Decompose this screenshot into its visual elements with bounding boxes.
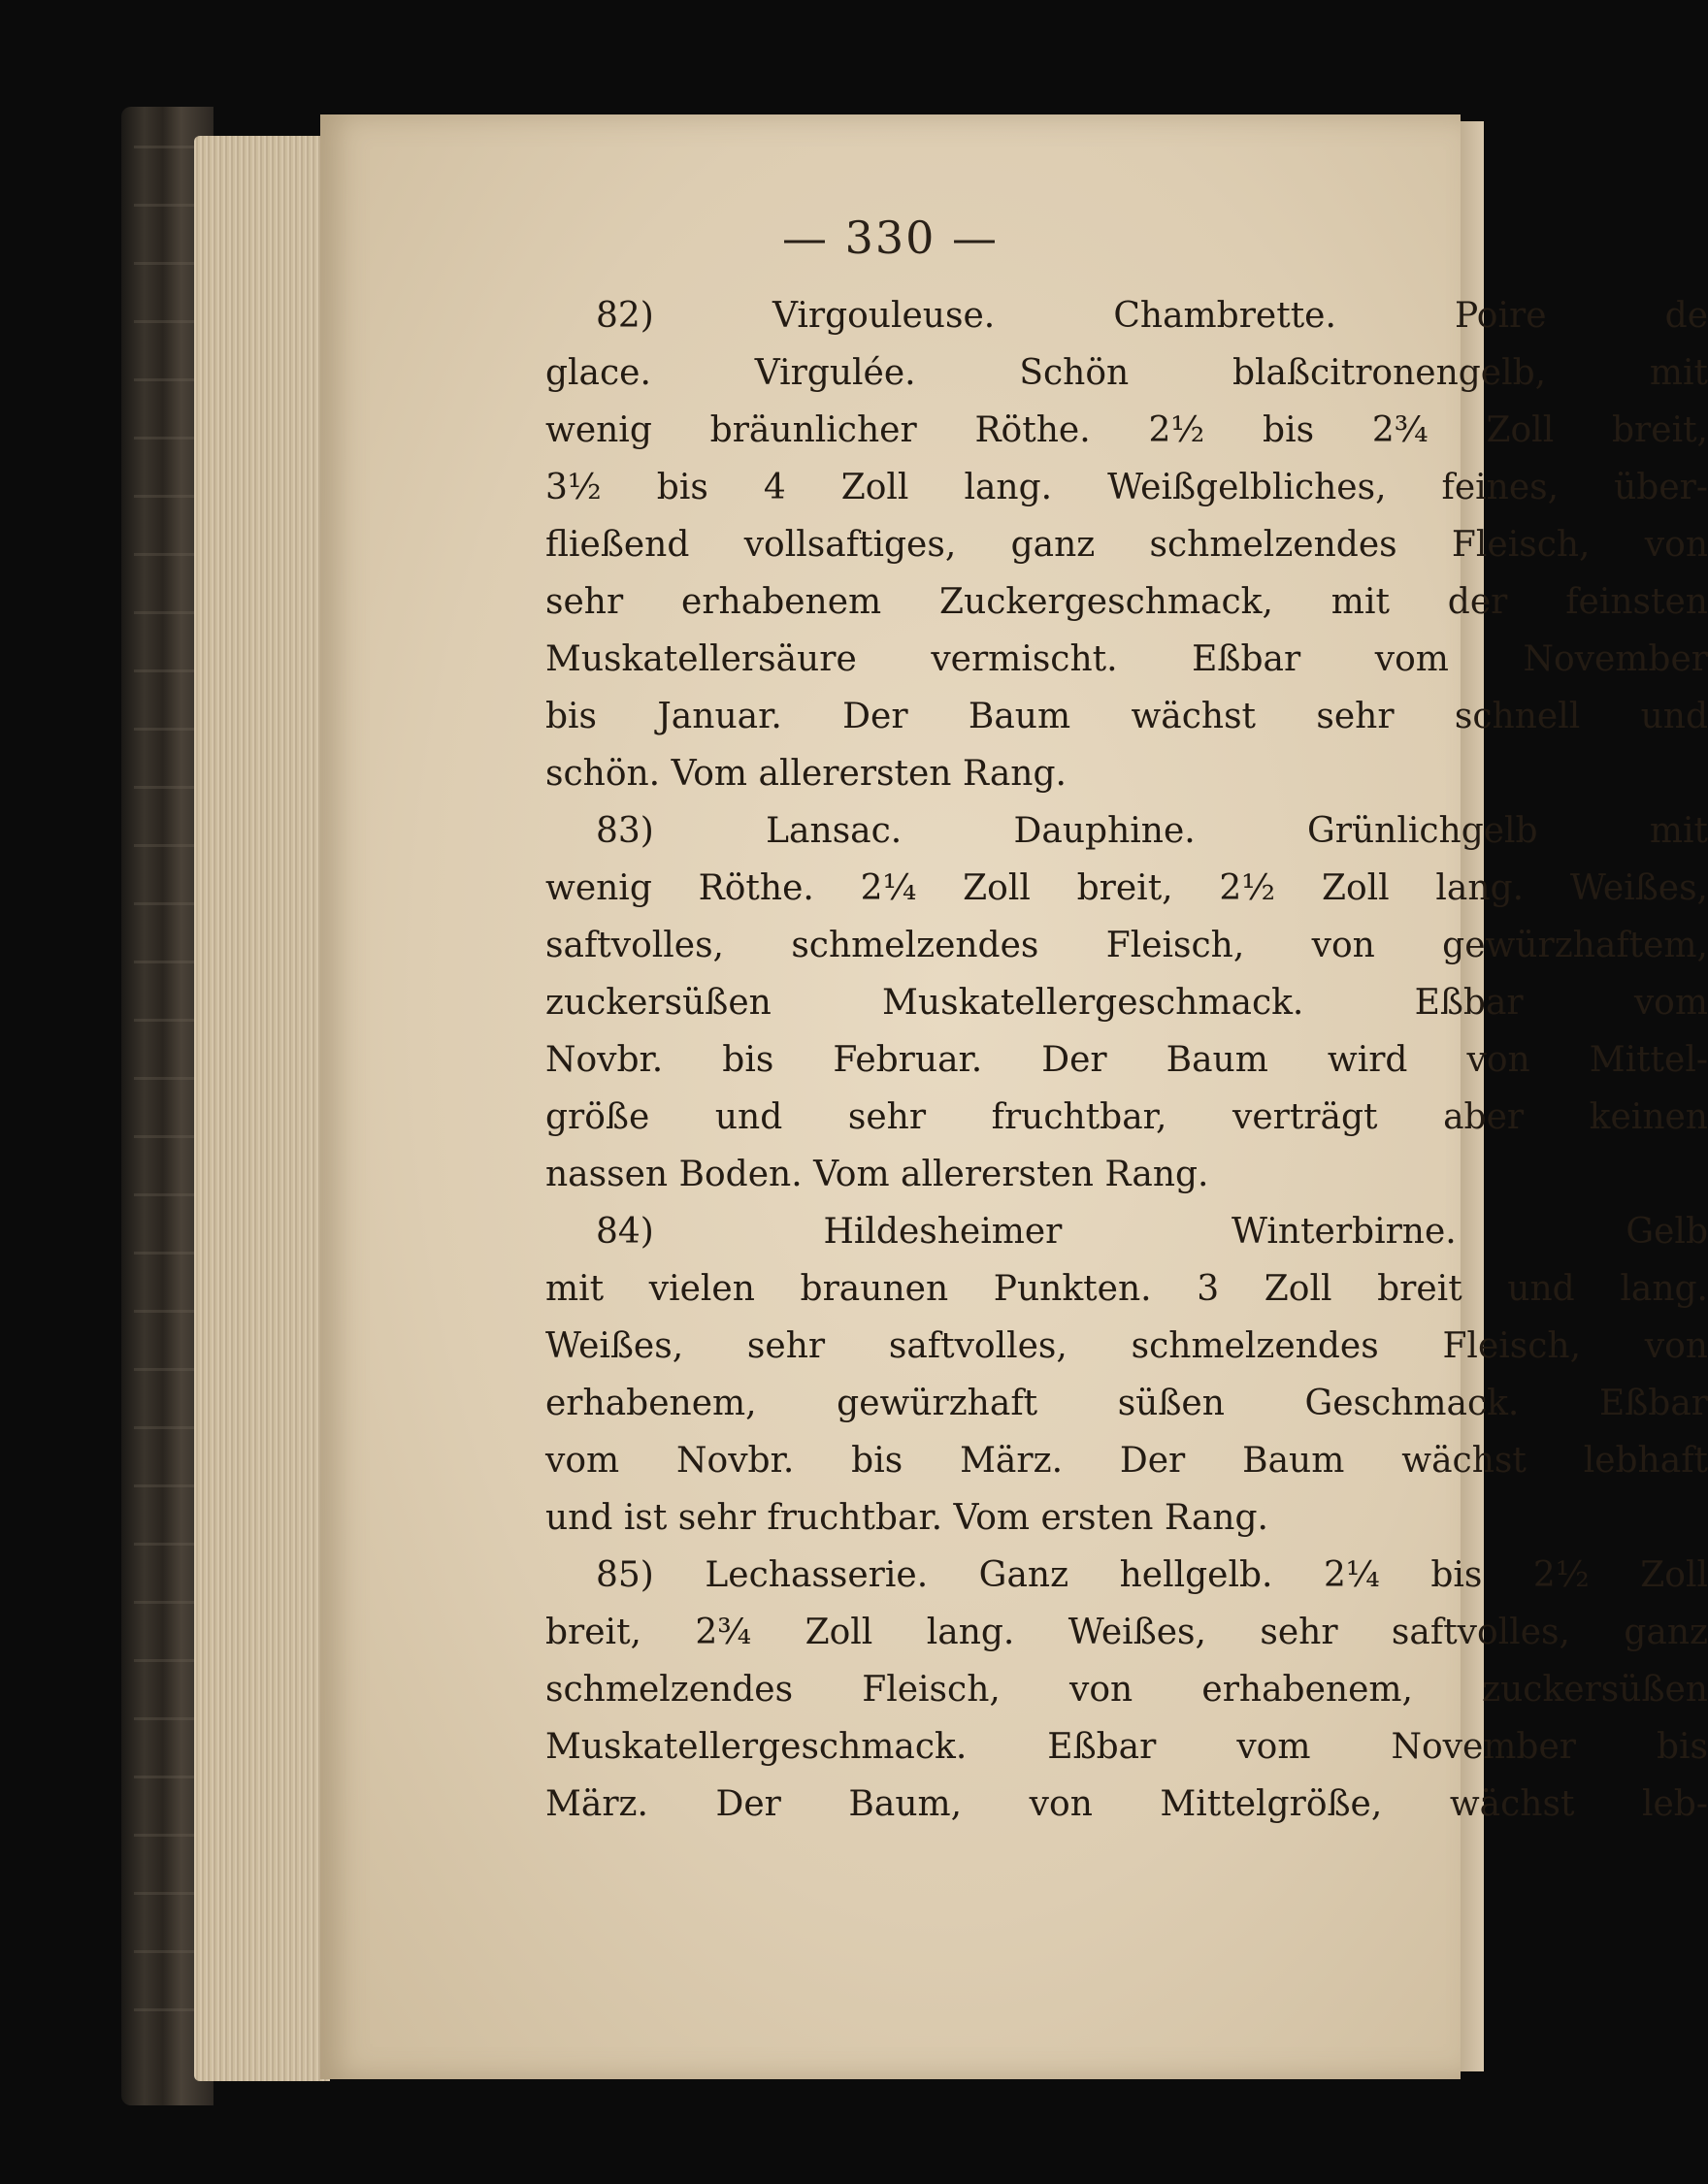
text-line: Muskatellergeschmack. Eßbar vom November bis <box>545 1727 1708 1767</box>
text-line: bis Januar. Der Baum wächst sehr schnell und <box>545 697 1708 736</box>
text-line: 85) Lechasserie. Ganz hellgelb. 2¼ bis 2½ Zoll <box>596 1555 1708 1595</box>
text-line: 82) Virgouleuse. Chambrette. Poire de <box>596 296 1708 336</box>
text-line: sehr erhabenem Zuckergeschmack, mit der feinsten <box>545 582 1708 622</box>
text-line: zuckersüßen Muskatellergeschmack. Eßbar vom <box>545 983 1708 1023</box>
text-line: Novbr. bis Februar. Der Baum wird von Mittel- <box>545 1040 1708 1080</box>
text-line: saftvolles, schmelzendes Fleisch, von gewürzhaftem, <box>545 926 1708 965</box>
text-line: nassen Boden. Vom allerersten Rang. <box>545 1155 1209 1194</box>
text-line: März. Der Baum, von Mittelgröße, wächst leb- <box>545 1784 1708 1824</box>
text-line: 83) Lansac. Dauphine. Grünlichgelb mit <box>596 811 1708 851</box>
text-line: Muskatellersäure vermischt. Eßbar vom November <box>545 639 1708 679</box>
spine-texture <box>134 146 202 2067</box>
page-text <box>545 287 1708 1833</box>
text-line: mit vielen braunen Punkten. 3 Zoll breit und lang. <box>545 1269 1708 1309</box>
page-number: — 330 — <box>781 212 1000 264</box>
text-line: größe und sehr fruchtbar, verträgt aber keinen <box>545 1097 1708 1137</box>
text-line: 84) Hildesheimer Winterbirne. Gelb <box>596 1212 1708 1252</box>
text-line: und ist sehr fruchtbar. Vom ersten Rang. <box>545 1498 1268 1538</box>
text-line: schmelzendes Fleisch, von erhabenem, zuckersüßen <box>545 1670 1708 1710</box>
text-line: wenig bräunlicher Röthe. 2½ bis 2¾ Zoll breit, <box>545 410 1708 450</box>
text-line: vom Novbr. bis März. Der Baum wächst lebhaft <box>545 1441 1708 1481</box>
text-line: 3½ bis 4 Zoll lang. Weißgelbliches, feines, über- <box>545 468 1708 507</box>
text-line: breit, 2¾ Zoll lang. Weißes, sehr saftvolles, ganz <box>545 1613 1708 1652</box>
page-edges <box>194 136 330 2081</box>
text-line: Weißes, sehr saftvolles, schmelzendes Fleisch, von <box>545 1326 1708 1366</box>
text-line: wenig Röthe. 2¼ Zoll breit, 2½ Zoll lang. Weißes, <box>545 868 1708 908</box>
text-line: erhabenem, gewürzhaft süßen Geschmack. Eßbar <box>545 1384 1708 1423</box>
text-line: schön. Vom allerersten Rang. <box>545 754 1067 794</box>
text-line: glace. Virgulée. Schön blaßcitronengelb, mit <box>545 353 1708 393</box>
text-line: fließend vollsaftiges, ganz schmelzendes Fleisch, von <box>545 525 1708 565</box>
book-page <box>320 114 1708 2079</box>
